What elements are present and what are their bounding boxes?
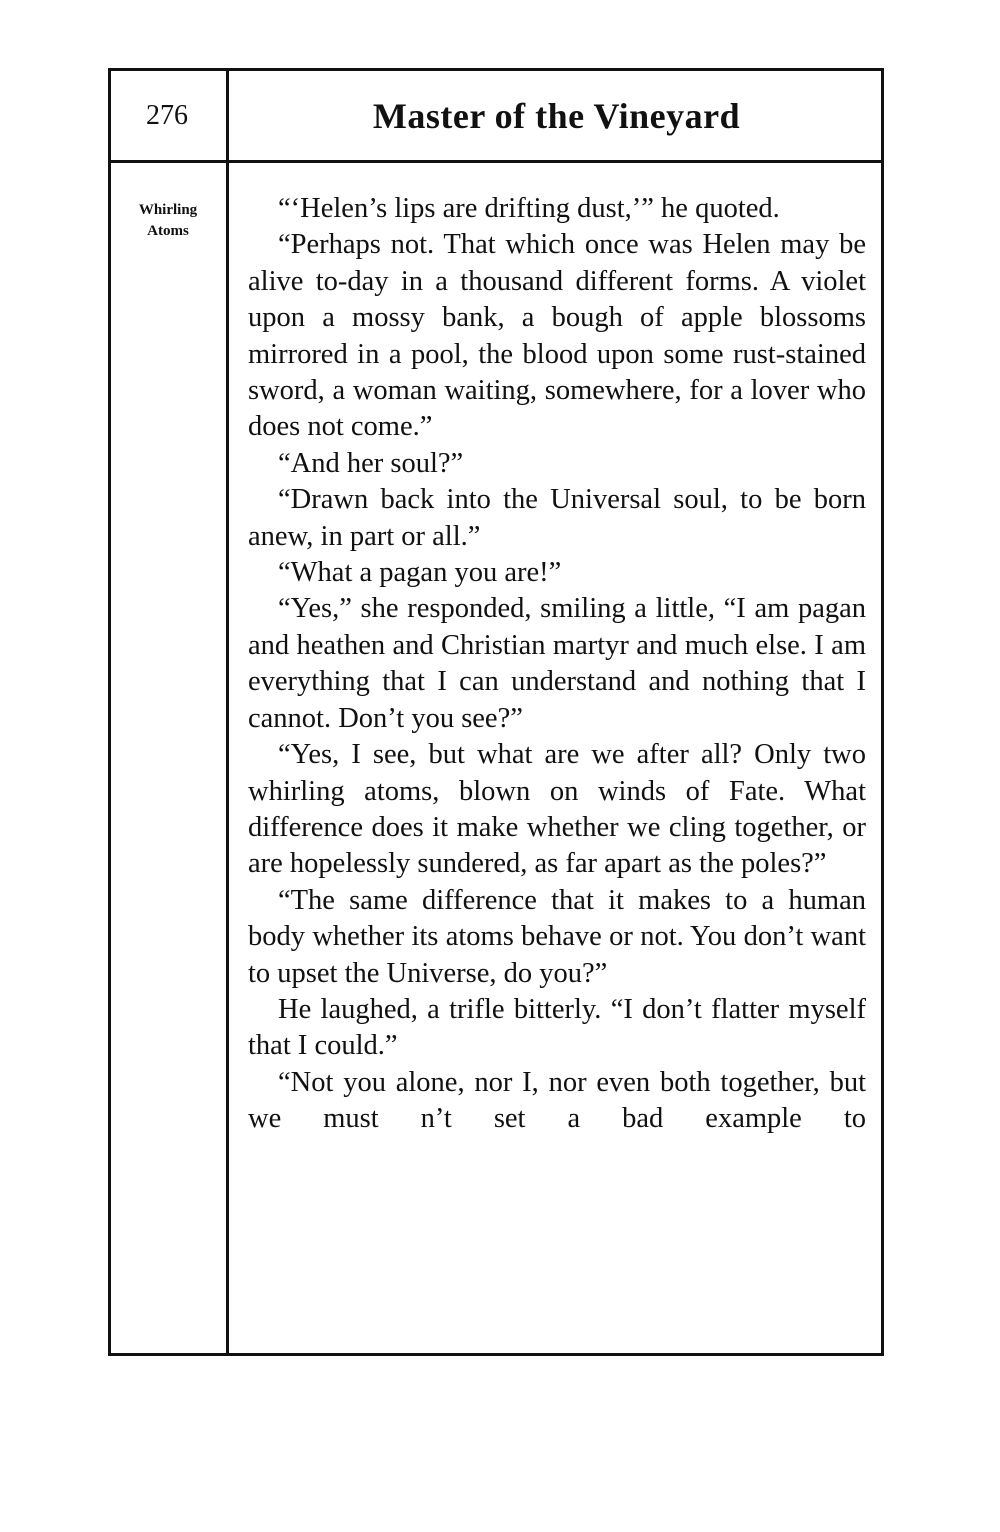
paragraph: “Perhaps not. That which once was Helen may be alive to-day in a thousand different forms. A violet upon a mossy bank, a bough of apple blossoms mirrored in a pool, the blood upon some rust-stained sword, a woman waiting, somewhere, for a lover who does not come.”: [248, 229, 866, 443]
paragraph: “‘Helen’s lips are drifting dust,’” he quoted.: [278, 193, 780, 224]
paragraph-last: “Not you alone, nor I, nor even both together, but we must n’t set a bad example to: [248, 1066, 866, 1135]
paragraph: “And her soul?”: [278, 447, 464, 479]
page-number: 276: [146, 100, 188, 131]
paragraph: “Yes, I see, but what are we after all? Only two whirling atoms, blown on winds of Fate. What difference does it make whether we cling together, or are hopelessly sundered, as far apart as the poles?”: [248, 739, 866, 880]
paragraph: “The same difference that it makes to a human body whether its atoms behave or not. You don’t want to upset the Universe, do you?”: [248, 884, 866, 989]
side-note: [112, 200, 224, 242]
side-note-line-2: Atoms: [147, 223, 189, 239]
paragraph: “What a pagan you are!”: [278, 557, 562, 589]
header-rule: [108, 160, 884, 163]
running-title: Master of the Vineyard: [372, 96, 741, 136]
paragraph: “Drawn back into the Universal soul, to be born anew, in part or all.”: [248, 484, 866, 552]
margin-column-rule: [226, 68, 229, 1356]
paragraph: “Yes,” she responded, smiling a little, “I am pagan and heathen and Christian martyr and much else. I am everything that I can understand and nothing that I cannot. Don’t you see?”: [248, 593, 866, 734]
paragraph: He laughed, a trifle bitterly. “I don’t flatter myself that I could.”: [248, 993, 866, 1062]
body-text: [248, 191, 866, 1138]
side-note-line-1: Whirling: [138, 202, 198, 218]
